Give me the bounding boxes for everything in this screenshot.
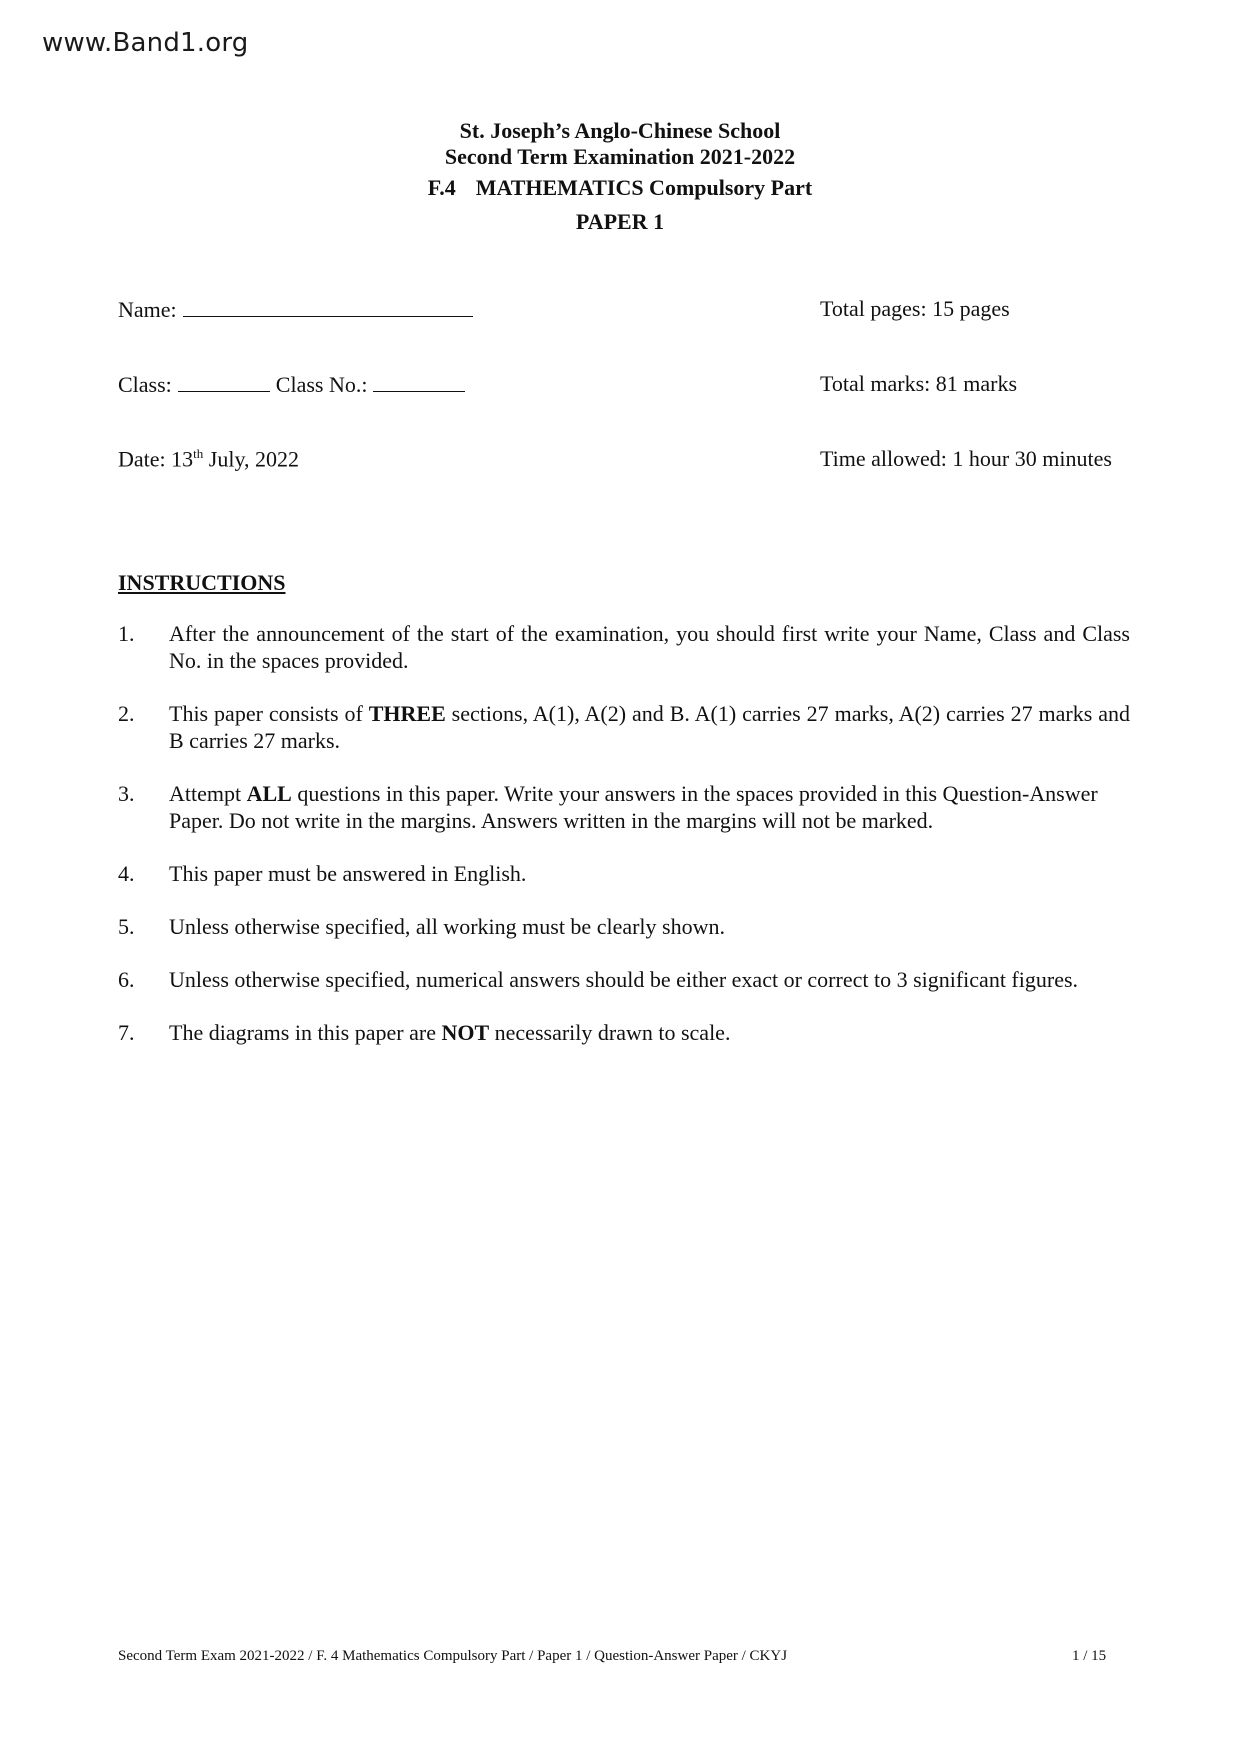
date-rest: July, 2022 <box>203 446 300 472</box>
instruction-number: 6. <box>118 967 135 992</box>
instruction-number: 7. <box>118 1020 135 1045</box>
class-no-blank[interactable] <box>373 371 465 392</box>
instruction-text: This paper must be answered in English. <box>169 861 527 886</box>
instruction-number: 2. <box>118 701 135 726</box>
instruction-text-part: This paper consists of <box>169 701 369 726</box>
page-number: 1 / 15 <box>1072 1648 1107 1664</box>
instruction-number: 4. <box>118 861 135 886</box>
exam-header <box>0 118 1240 235</box>
instruction-text-part: questions in this paper. Write your answers in the spaces provided in this Question-Answer Paper. Do not write in the margins. Answers written in the margins will not be marked. <box>169 781 1098 833</box>
total-marks: Total marks: 81 marks <box>820 371 1018 396</box>
instruction-item <box>118 1019 1130 1046</box>
instruction-text <box>169 780 1130 834</box>
instruction-text: After the announcement of the start of the examination, you should first write your Name, Class and Class No. in the spaces provided. <box>169 621 1130 673</box>
instruction-item <box>118 700 1130 754</box>
instruction-number: 5. <box>118 914 135 939</box>
name-label: Name: <box>118 297 177 322</box>
instruction-number: 3. <box>118 781 135 806</box>
instruction-emphasis: NOT <box>441 1020 490 1045</box>
instructions-list <box>118 620 1130 1072</box>
instruction-text: Unless otherwise specified, numerical answers should be either exact or correct to 3 significant figures. <box>169 967 1079 992</box>
form-label: F.4 <box>427 175 456 200</box>
name-field <box>118 296 473 323</box>
time-allowed: Time allowed: 1 hour 30 minutes <box>820 446 1112 471</box>
instruction-text <box>169 700 1130 754</box>
class-no-label: Class No.: <box>275 372 368 397</box>
instruction-item <box>118 620 1130 674</box>
instruction-item <box>118 966 1130 993</box>
subject-title: MATHEMATICS Compulsory Part <box>475 175 813 200</box>
class-label: Class: <box>118 372 172 397</box>
instruction-text: Unless otherwise specified, all working must be clearly shown. <box>169 914 725 939</box>
watermark: www.Band1.org <box>42 28 249 58</box>
instruction-text-part: The diagrams in this paper are <box>169 1020 442 1045</box>
instruction-emphasis: THREE <box>368 701 446 726</box>
instruction-text-part: sections, A(1), A(2) and B. A(1) carries 27 marks, A(2) carries 27 marks and B carries 27 marks. <box>169 701 1131 753</box>
instruction-item <box>118 860 1130 887</box>
footer-text: Second Term Exam 2021-2022 / F. 4 Mathematics Compulsory Part / Paper 1 / Question-Answer Paper / CKYJ <box>118 1648 788 1664</box>
date-suffix: th <box>193 446 204 461</box>
name-blank[interactable] <box>183 296 473 317</box>
instruction-text <box>169 1019 1130 1046</box>
paper-title: PAPER 1 <box>575 209 665 234</box>
subject-line <box>0 175 1240 201</box>
instruction-text-part: Attempt <box>169 781 247 806</box>
class-field <box>118 371 465 398</box>
instruction-item <box>118 913 1130 940</box>
instructions-title: INSTRUCTIONS <box>118 570 286 595</box>
instruction-number: 1. <box>118 621 135 646</box>
instruction-text-part: necessarily drawn to scale. <box>489 1020 731 1045</box>
exam-title: Second Term Examination 2021-2022 <box>444 144 796 169</box>
total-pages: Total pages: 15 pages <box>820 296 1010 321</box>
date-field <box>118 446 299 472</box>
instruction-emphasis: ALL <box>246 781 292 806</box>
school-name: St. Joseph’s Anglo-Chinese School <box>459 118 781 143</box>
class-blank[interactable] <box>178 371 270 392</box>
instruction-item <box>118 780 1130 834</box>
date-label: Date: 13 <box>118 446 194 472</box>
